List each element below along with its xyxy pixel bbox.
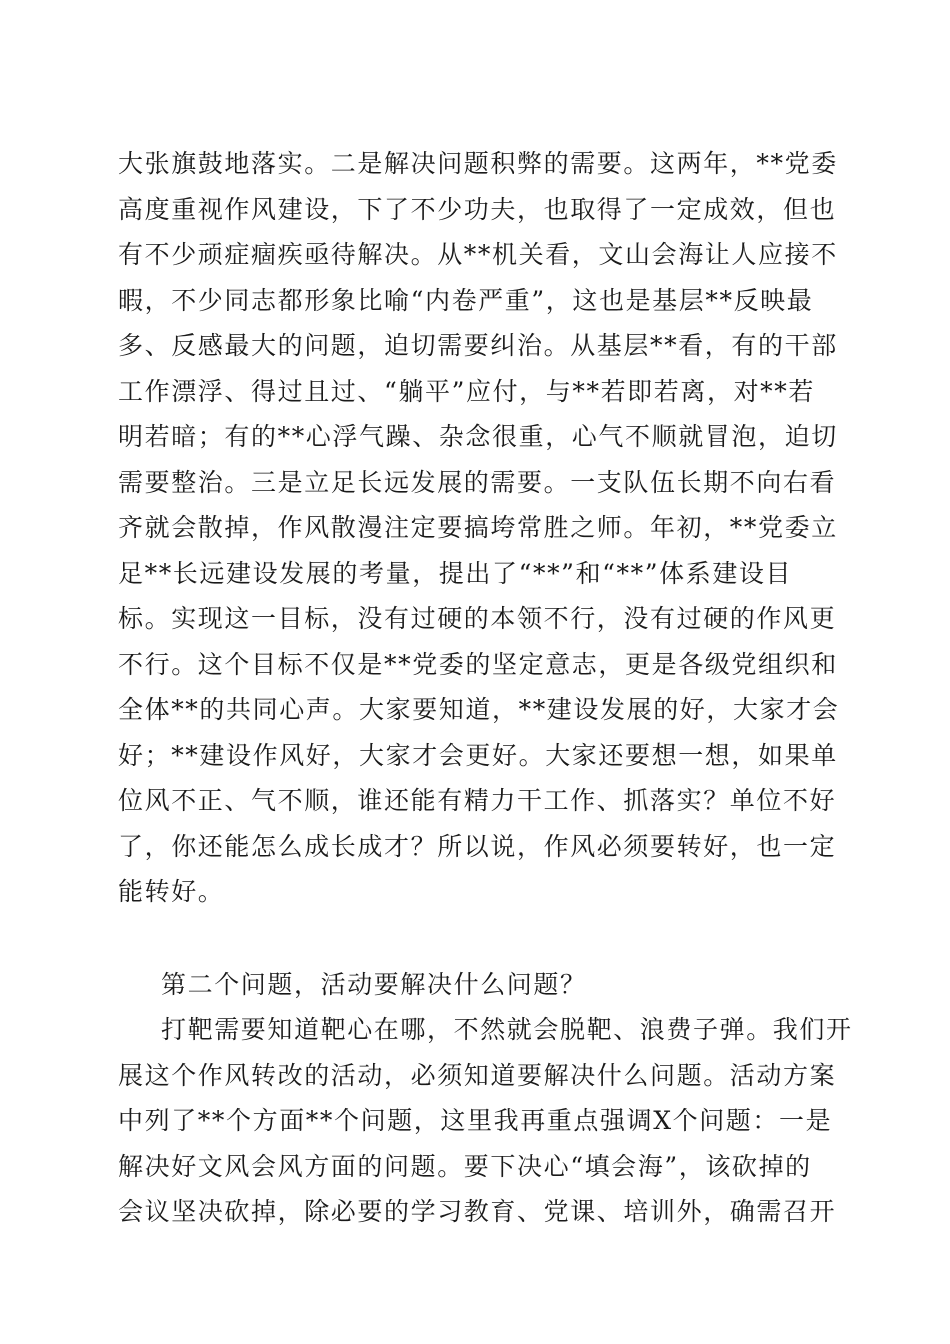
paragraph-line: 打靶需要知道靶心在哪，不然就会脱靶、浪费子弹。我们开	[161, 1015, 853, 1044]
paragraph-line: 全体**的共同心声。大家要知道，**建设发展的好，大家才会	[118, 695, 840, 724]
paragraph-line: 大张旗鼓地落实。二是解决问题积弊的需要。这两年，**党委	[118, 149, 838, 178]
paragraph-line: 明若暗；有的**心浮气躁、杂念很重，心气不顺就冒泡，迫切	[118, 422, 838, 451]
paragraph-line: 展这个作风转改的活动，必须知道要解决什么问题。活动方案	[118, 1060, 837, 1090]
paragraph-line: 多、反感最大的问题，迫切需要纠治。从基层**看，有的干部	[118, 331, 838, 360]
paragraph-line: 标。实现这一目标，没有过硬的本领不行，没有过硬的作风更	[118, 604, 837, 633]
paragraph-line: 需要整治。三是立足长远发展的需要。一支队伍长期不向右看	[118, 467, 837, 497]
paragraph-line: 能转好。	[118, 877, 225, 906]
paragraph-line: 有不少顽症痼疾亟待解决。从**机关看，文山会海让人应接不	[118, 240, 838, 269]
paragraph-line: 中列了**个方面**个问题，这里我再重点强调X个问题：一是	[118, 1106, 833, 1135]
paragraph-line: 位风不正、气不顺，谁还能有精力干工作、抓落实？单位不好	[118, 786, 837, 815]
paragraph-line: 齐就会散掉，作风散漫注定要搞垮常胜之师。年初，**党委立	[118, 513, 838, 542]
paragraph-line: 会议坚决砍掉，除必要的学习教育、党课、培训外，确需召开	[118, 1197, 837, 1226]
paragraph-line: 高度重视作风建设，下了不少功夫，也取得了一定成效，但也	[118, 194, 837, 224]
paragraph-1	[118, 141, 838, 915]
paragraph-line: 不行。这个目标不仅是**党委的坚定意志，更是各级党组织和	[118, 649, 838, 679]
paragraph-line: 暇，不少同志都形象比喻“内卷严重”，这也是基层**反映最	[118, 285, 814, 315]
paragraph-2	[118, 1007, 853, 1235]
paragraph-line: 了，你还能怎么成长成才？所以说，作风必须要转好，也一定	[118, 831, 837, 861]
section-heading: 第二个问题，活动要解决什么问题？	[161, 970, 587, 999]
paragraph-line: 好；**建设作风好，大家才会更好。大家还要想一想，如果单	[118, 740, 838, 770]
paragraph-line: 足**长远建设发展的考量，提出了“**”和“**”体系建设目	[118, 558, 793, 588]
paragraph-line: 工作漂浮、得过且过、“躺平”应付，与**若即若离，对**若	[118, 376, 815, 406]
paragraph-line: 解决好文风会风方面的问题。要下决心“填会海”，该砍掉的	[118, 1151, 812, 1181]
